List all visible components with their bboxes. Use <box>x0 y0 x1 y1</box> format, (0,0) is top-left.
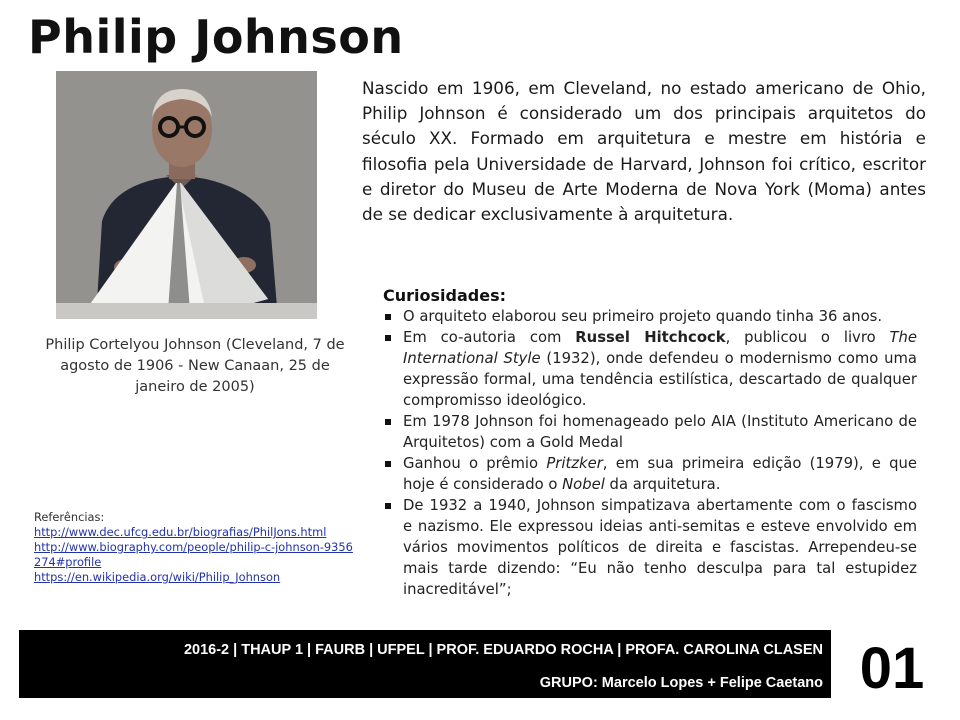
author-name: Russel Hitchcock <box>575 329 726 346</box>
page-number: 01 <box>859 636 925 701</box>
book-title: The International Style <box>403 329 917 367</box>
list-item: De 1932 a 1940, Johnson simpatizava abertamente com o fascismo e nazismo. Ele expressou ideias anti-semitas e esteve envolvido em vários movimentos políticos de direita e fascistas. Arrependeu-se mais tarde dizendo: “Eu não tenho desculpa para tal estupidez inacreditável”; <box>383 495 917 600</box>
curiosities-list <box>383 306 917 600</box>
reference-link-biography[interactable]: http://www.biography.com/people/philip-c-johnson-9356274#profile <box>34 540 353 569</box>
footer-course-info: 2016-2 | THAUP 1 | FAURB | UFPEL | PROF. EDUARDO ROCHA | PROFA. CAROLINA CLASEN <box>183 642 823 658</box>
footer-group: GRUPO: Marcelo Lopes + Felipe Caetano <box>539 675 823 691</box>
reference-link-wikipedia[interactable]: https://en.wikipedia.org/wiki/Philip_Johnson <box>34 570 281 584</box>
portrait-illustration <box>56 71 317 319</box>
list-item: Em 1978 Johnson foi homenageado pelo AIA (Instituto Americano de Arquitetos) com a Gold Medal <box>383 411 917 453</box>
curiosities-heading: Curiosidades: <box>383 286 506 305</box>
reference-link-ufcg[interactable]: http://www.dec.ufcg.edu.br/biografias/PhilJons.html <box>34 525 327 539</box>
list-item: O arquiteto elaborou seu primeiro projeto quando tinha 36 anos. <box>383 306 917 327</box>
intro-paragraph: Nascido em 1906, em Cleveland, no estado americano de Ohio, Philip Johnson é considerado um dos principais arquitetos do século XX. Formado em arquitetura e mestre em história e filosofia pela Universidade de Harvard, Johnson foi crítico, escritor e diretor do Museu de Arte Moderna de Nova York (Moma) antes de se dedicar exclusivamente à arquitetura. <box>362 78 926 225</box>
photo-caption: Philip Cortelyou Johnson (Cleveland, 7 de agosto de 1906 - New Canaan, 25 de janeiro de 2005) <box>45 337 345 395</box>
list-item: Em co-autoria com Russel Hitchcock, publicou o livro The International Style (1932), onde defendeu o modernismo como uma expressão formal, uma tendência estilística, descartado de qualquer compromisso ideológico. <box>383 327 917 411</box>
footer-bar <box>19 630 831 698</box>
page-title: Philip Johnson <box>28 10 404 64</box>
nobel-word: Nobel <box>562 476 605 493</box>
references <box>34 510 354 585</box>
curiosities-section <box>383 286 917 600</box>
references-label: Referências: <box>34 510 105 524</box>
portrait-photo <box>56 71 317 319</box>
prize-name: Pritzker <box>546 455 603 472</box>
list-item: Ganhou o prêmio Pritzker, em sua primeira edição (1979), e que hoje é considerado o Nobel da arquitetura. <box>383 453 917 495</box>
